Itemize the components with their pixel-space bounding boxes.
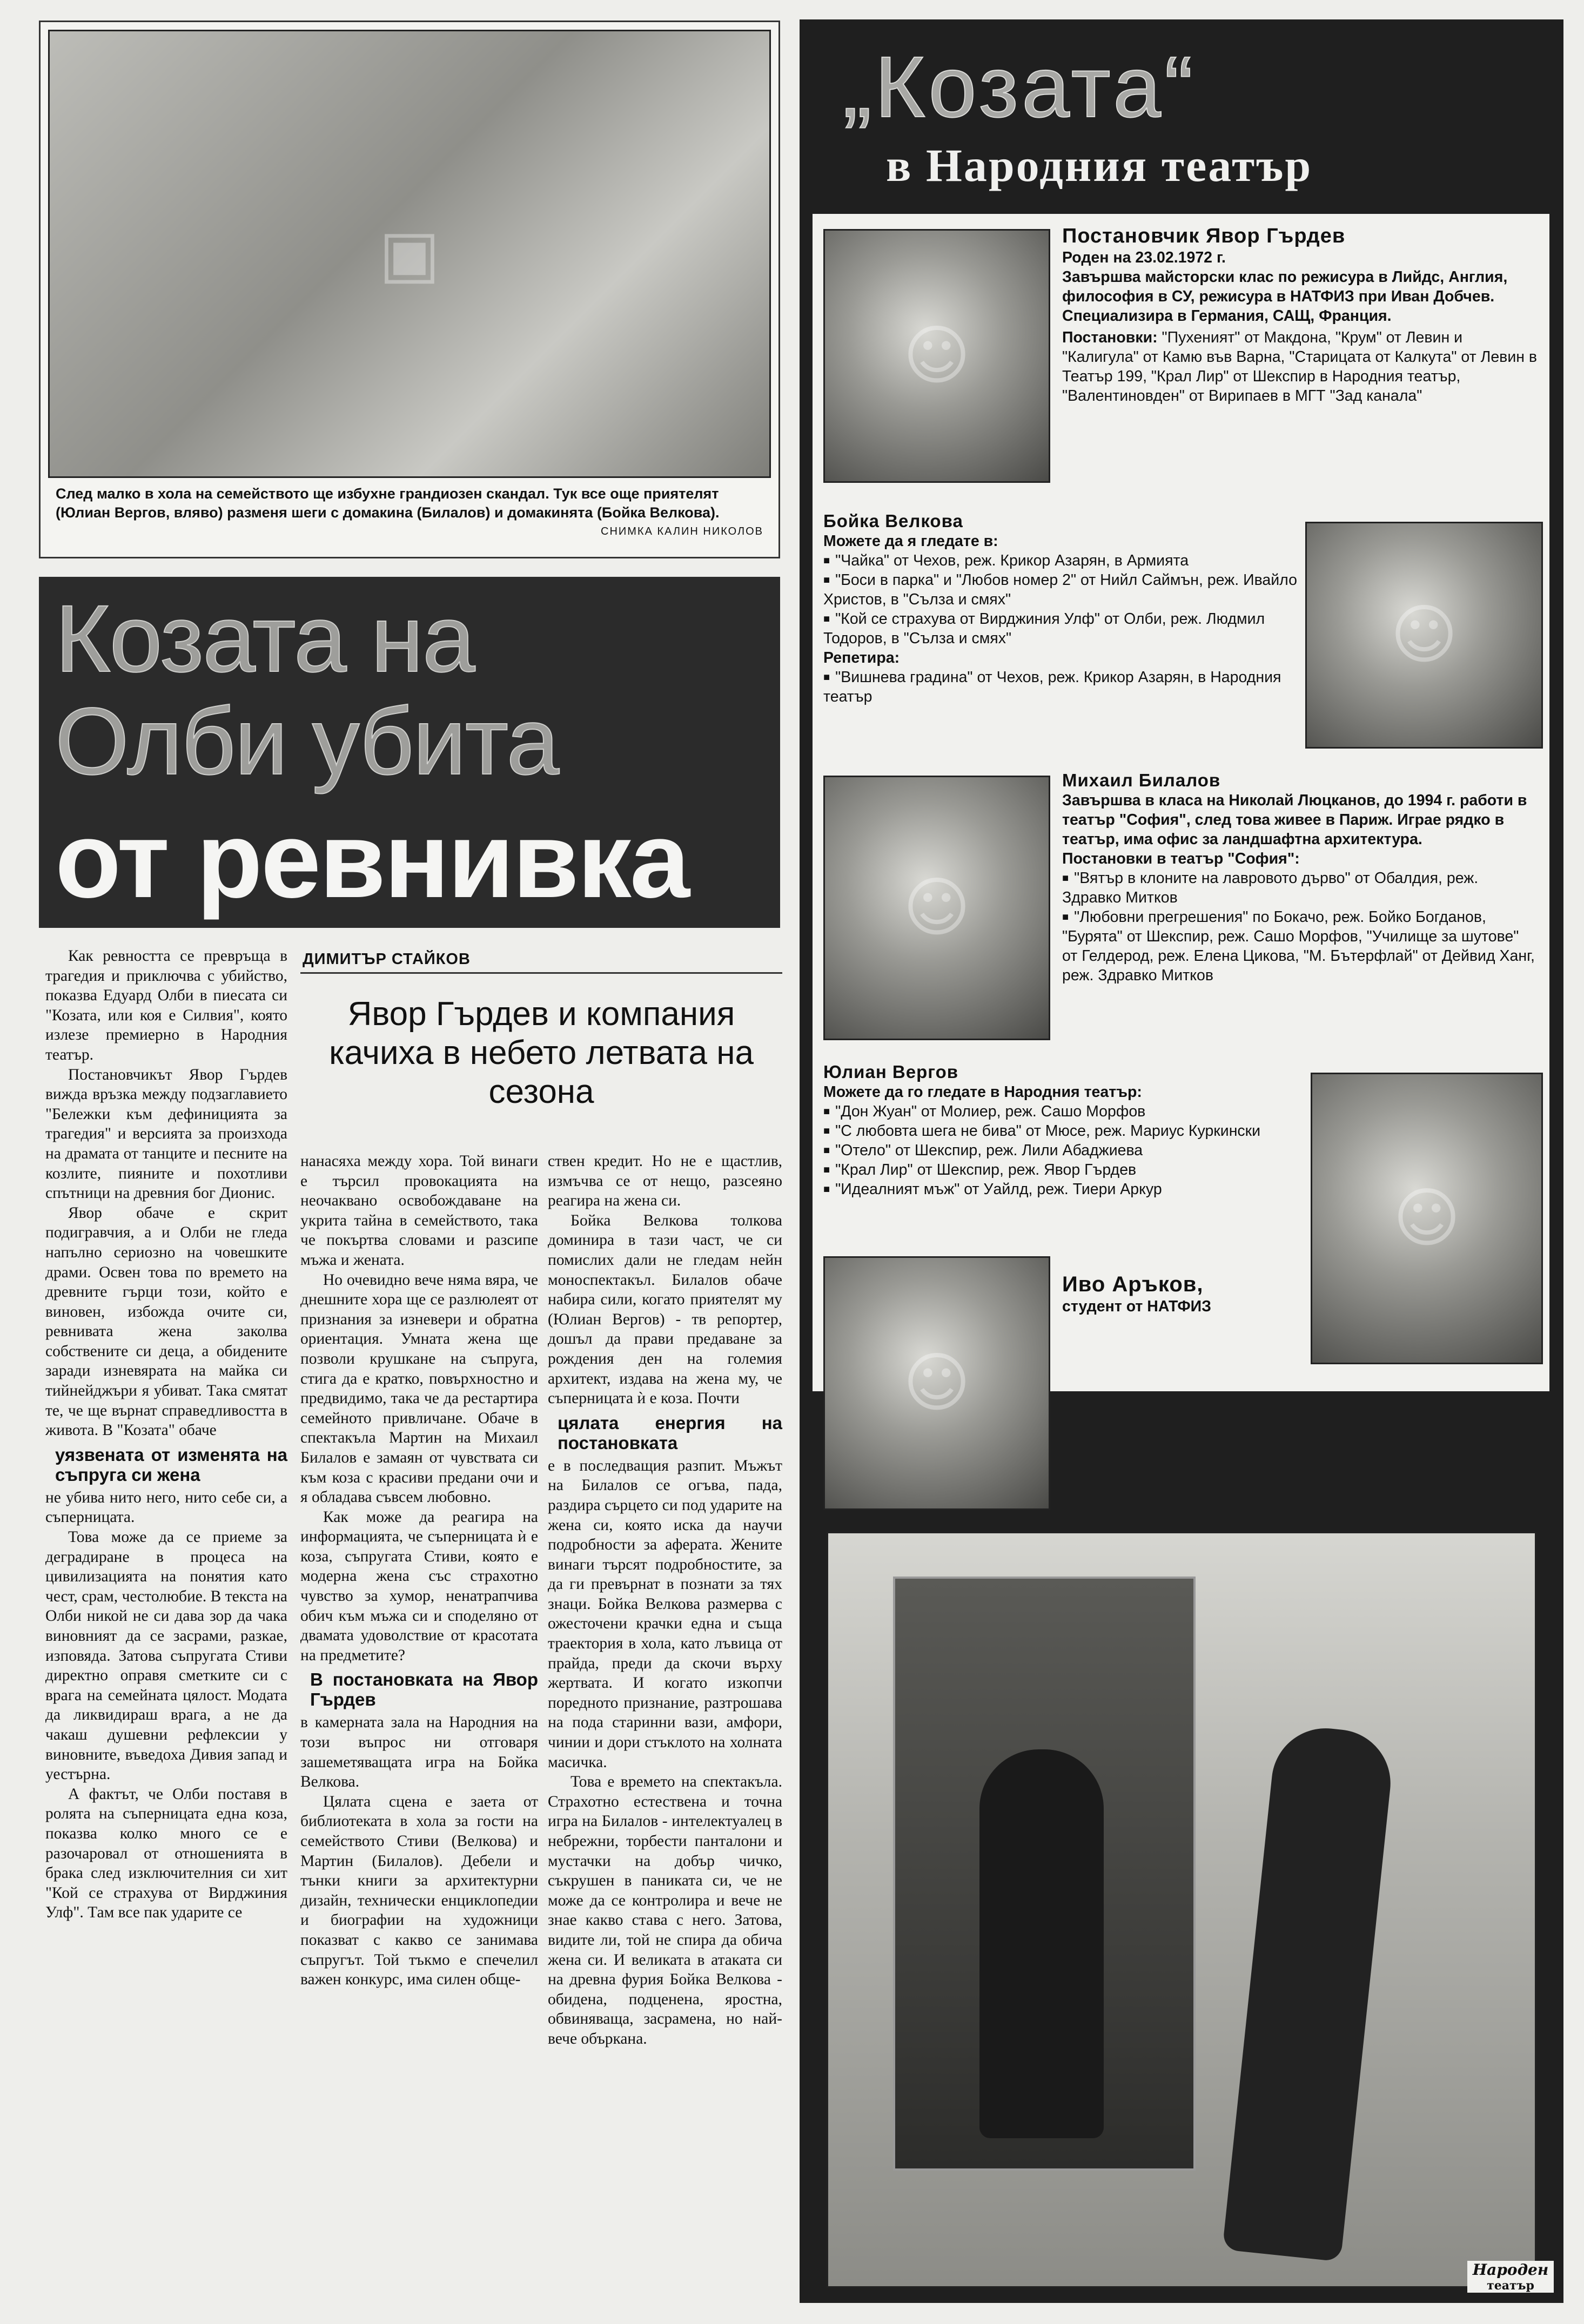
- gardev-portrait: ☺: [823, 229, 1050, 483]
- article-column-3: ствен кредит. Но не е щастлив, измъчва се от нещо, разсеяно реагира на жена си. Бойка Велкова толкова доминира в тази част, че си помислих дали не гледам нейн моноспектакъл. Билалов обаче набира сили, когато приятелят му (Юлиан Вергов) - тв репортер, дошъл да прави предаване за рождения ден на големия архитект, издава на жена му, че съперницата ѝ е коза. Почти цялата енергия на постановката е в последващия разпит. Мъжът на Билалов се огъва, пада, раздира сърцето си под ударите на жена си, която иска да научи подробности за аферата. Жените винаги търсят подробностите, за да ги превърнат в познати за тях знаци. Бойка Велкова размерва с ожесточени крачки една и съща траектория в хола, като лъвица от прайда, преди да скочи върху жертвата. И когато изкопчи поредното признание, разтрошава на пода старинни вази, амфори, чинии и дори стъклото на холната масичка. Това е времето на спектакъла. Страхотно естествена и точна игра на Билалов - интелектуалец в небрежни, торбести панталони и мустачки на добър чичко, съкрушен в паниката си, че не може да се контролира и вече не знае какво става с него. Затова, видите ли, той не спира да обича жена си. И великата в атаката си на древна фурия Бойка Велкова - обидена, подценена, яростна, обвиняваща, засрамена, но най-вече объркана.: [548, 1153, 782, 2047]
- headline-line-1: Козата на: [55, 586, 474, 692]
- top-photo-block: [39, 21, 780, 558]
- vergov-see-label: Можете да го гледате в Народния театър:: [823, 1083, 1142, 1101]
- bilalov-portrait: ☺: [823, 776, 1050, 1040]
- photo-credit: СНИМКА КАЛИН НИКОЛОВ: [601, 526, 763, 537]
- camera-icon: ▣: [379, 216, 440, 292]
- woman-figure: [1222, 1723, 1395, 2262]
- subheading-2: В постановката на Явор Гърдев: [310, 1669, 538, 1710]
- vergov-item: ■ "С любовта шега не бива" от Мюсе, реж. Мариус Куркински: [823, 1121, 1299, 1141]
- bilalov-bio: Завършва в класа на Николай Люцканов, до 1994 г. работи в театър "София", след това живее в Париж. Играе рядко в театър, има офис за ландшафтна архитектура.: [1062, 792, 1527, 848]
- headline-box: [39, 577, 780, 928]
- gardev-prod-label: Постановки:: [1062, 329, 1158, 346]
- gardev-name: Постановчик Явор Гърдев: [1062, 225, 1346, 247]
- bilalov-item: ■ "Любовни прегрешения" по Бокачо, реж. Бойко Богданов, "Бурята" от Шекспир, реж. Сашо Морфов, "Училище за шутове" от Гелдерод, реж. Елена Цикова, "М. Бътерфлай" от Дейвид Ханг, реж. Здравко Митков: [1062, 907, 1538, 985]
- velkova-item: ■ "Боси в парка" и "Любов номер 2" от Нийл Саймън, реж. Ивайло Христов, в "Сълза и смях": [823, 570, 1299, 609]
- vergov-name: Юлиан Вергов: [823, 1062, 959, 1082]
- article-column-2: нанасяха между хора. Той винаги е търсил провокацията на неочаквано освобождаване на укрита тайна в семейството, така че покъртва словами и разсипе мъжа и жената. Но очевидно вече няма вяра, че днешните хора ще се разлюлеят от признания за изневери и обратна ориентация. Умната жена ще позволи крушкане на съпруга, стига да е кратко, повърхностно и предвидимо, така че да рестартира семейното привличане. Обаче в спектакъла Мартин на Михаил Билалов е замаян от чувствата си към коза с красиви предани очи и я обладава съвсем любовно. Как може да реагира на информацията, че съперницата ѝ е коза, съпругата Стиви, която е модерна жена със страхотно чувство за хумор, ненатрапчива обич към мъжа си и споделяно от двамата удоволствие от красотата на предметите? В постановката на Явор Гърдев в камерната зала на Народния на този въпрос ни отговаря зашеметяващата игра на Бойка Велкова. Цялата сцена е заета от библиотеката в хола за гости на семейството Стиви (Велкова) и Мартин (Билалов). Дебели и тънки книги за архитектурни дизайн, технически енциклопедии и биографии на художници показват с какво се занимава съпругът. Той тъкмо е спечелил важен конкурс, има силен обще-: [300, 1153, 538, 1989]
- velkova-name: Бойка Велкова: [823, 511, 963, 531]
- right-panel: [800, 19, 1563, 2303]
- article-subtitle: Явор Гърдев и компания качиха в небето летвата на сезона: [329, 995, 754, 1110]
- subheading-1: уязвената от изменята на съпруга си жена: [55, 1444, 287, 1485]
- velkova-item: ■ "Кой се страхува от Вирджиния Улф" от Олби, реж. Людмил Тодоров, в "Сълза и смях": [823, 609, 1299, 648]
- velkova-rehearsal: ■ "Вишнева градина" от Чехов, реж. Крикор Азарян, в Народния театър: [823, 668, 1299, 706]
- headline-line-3: от ревнивка: [55, 800, 689, 920]
- man-figure: [979, 1749, 1104, 2138]
- vergov-item: ■ "Отело" от Шекспир, реж. Лили Абаджиева: [823, 1141, 1299, 1160]
- photo-caption: След малко в хола на семейството ще избухне грандиозен скандал. Тук все още приятелят (Юлиан Вергов, вляво) разменя шеги с домакина (Билалов) и домакинята (Бойка Велкова). СНИМКА КАЛИН НИКОЛОВ: [48, 484, 771, 541]
- bilalov-name: Михаил Билалов: [1062, 770, 1221, 790]
- gardev-productions: "Пухеният" от Макдона, "Крум" от Левин и "Калигула" от Камю във Варна, "Старицата от Калкута" от Левин в Театър 199, "Крал Лир" от Шекспир в Народния театър, "Валентиновден" от Вирипаев в МГТ "Зад канала": [1062, 329, 1538, 405]
- vergov-item: ■ "Идеалният мъж" от Уайлд, реж. Тиери Аркур: [823, 1180, 1299, 1199]
- stage-photo: [827, 1532, 1536, 2288]
- velkova-portrait: ☺: [1305, 522, 1543, 749]
- byline-rule: [300, 972, 782, 974]
- velkova-profile: [823, 511, 1299, 706]
- bilalov-profile: [1062, 770, 1538, 985]
- velkova-rep-label: Репетира:: [823, 649, 900, 666]
- stamp-line-1: Народен: [1472, 2261, 1549, 2279]
- gardev-bio: Завършва майсторски клас по режисура в Лийдс, Англия, философия в СУ, режисура в НАТФИЗ при Иван Добчев. Специализира в Германия, САЩ, Франция.: [1062, 268, 1508, 325]
- velkova-item: ■ "Чайка" от Чехов, реж. Крикор Азарян, в Армията: [823, 551, 1299, 570]
- arakov-role: студент от НАТФИЗ: [1062, 1298, 1211, 1315]
- scene-photo: [48, 30, 771, 478]
- arakov-portrait: ☺: [823, 1256, 1050, 1510]
- gardev-born: Роден на 23.02.1972 г.: [1062, 249, 1226, 266]
- velkova-see-label: Можете да я гледате в:: [823, 533, 998, 550]
- headline-line-2: Олби убита: [55, 689, 559, 794]
- panel-subtitle: в Народния театър: [886, 139, 1313, 191]
- subheading-3: цялата енергия на постановката: [558, 1412, 782, 1453]
- panel-title: „Козата“: [843, 38, 1197, 135]
- vergov-item: ■ "Дон Жуан" от Молиер, реж. Сашо Морфов: [823, 1102, 1299, 1121]
- vergov-item: ■ "Крал Лир" от Шекспир, реж. Явор Гърдев: [823, 1160, 1299, 1180]
- arakov-profile: [1062, 1272, 1300, 1316]
- vergov-profile: [823, 1062, 1299, 1199]
- theatre-stamp: [1467, 2261, 1554, 2293]
- stamp-line-2: театър: [1487, 2279, 1534, 2293]
- gardev-profile: [1062, 225, 1538, 406]
- vergov-portrait: ☺: [1311, 1073, 1543, 1364]
- bilalov-prod-label: Постановки в театър "София":: [1062, 850, 1300, 867]
- byline: ДИМИТЪР СТАЙКОВ: [303, 951, 471, 968]
- arakov-name: Иво Аръков,: [1062, 1272, 1204, 1296]
- bilalov-item: ■ "Вятър в клоните на лавровото дърво" от Обалдия, реж. Здравко Митков: [1062, 868, 1538, 907]
- profiles-area: [813, 214, 1549, 1391]
- article-column-1: Как ревността се превръща в трагедия и приключва с убийство, показва Едуард Олби в пиесата си "Козата, или коя е Силвия", която излезе премиерно в Народния театър. Постановчикът Явор Гърдев вижда връзка между подзаглавието "Бележки към дефиницията за трагедия" и версията за произхода на драмата от танците и песните на козлите, пияните и похотливи спътници на древния бог Дионис. Явор обаче е скрит подигравчия, а и Олби не гледа напълно сериозно на човешките драми. Освен това по времето на древните гърци този, който е виновен, избожда очите си, ревнивата жена заколва собствените си деца, а обидените заради изневярата на майка си тийнейджъри я убиват. Така смятат те, че ще върнат справедливостта в живота. В "Козата" обаче уязвената от изменята на съпруга си жена не убива нито него, нито себе си, а съперницата. Това може да се приеме за деградиране в процеса на цивилизацията на понятия като чест, срам, честолюбие. В текста на Олби никой не си дава зор да чака виновният да се засрами, разкае, изповяда. Затова съпругата Стиви директно оправя сметките си с врага на семейната цялост. Модата да ликвидираш врага, а не да чакаш душевни рефлексии у виновните, въведоха Дивия запад и уестърна. А фактът, че Олби поставя в ролята на съперницата една коза, показва колко много се е разочаровал от отношенията в брака след изключителния си хит "Кой се страхува от Вирджиния Улф". Там все пак ударите се: [45, 947, 287, 1922]
